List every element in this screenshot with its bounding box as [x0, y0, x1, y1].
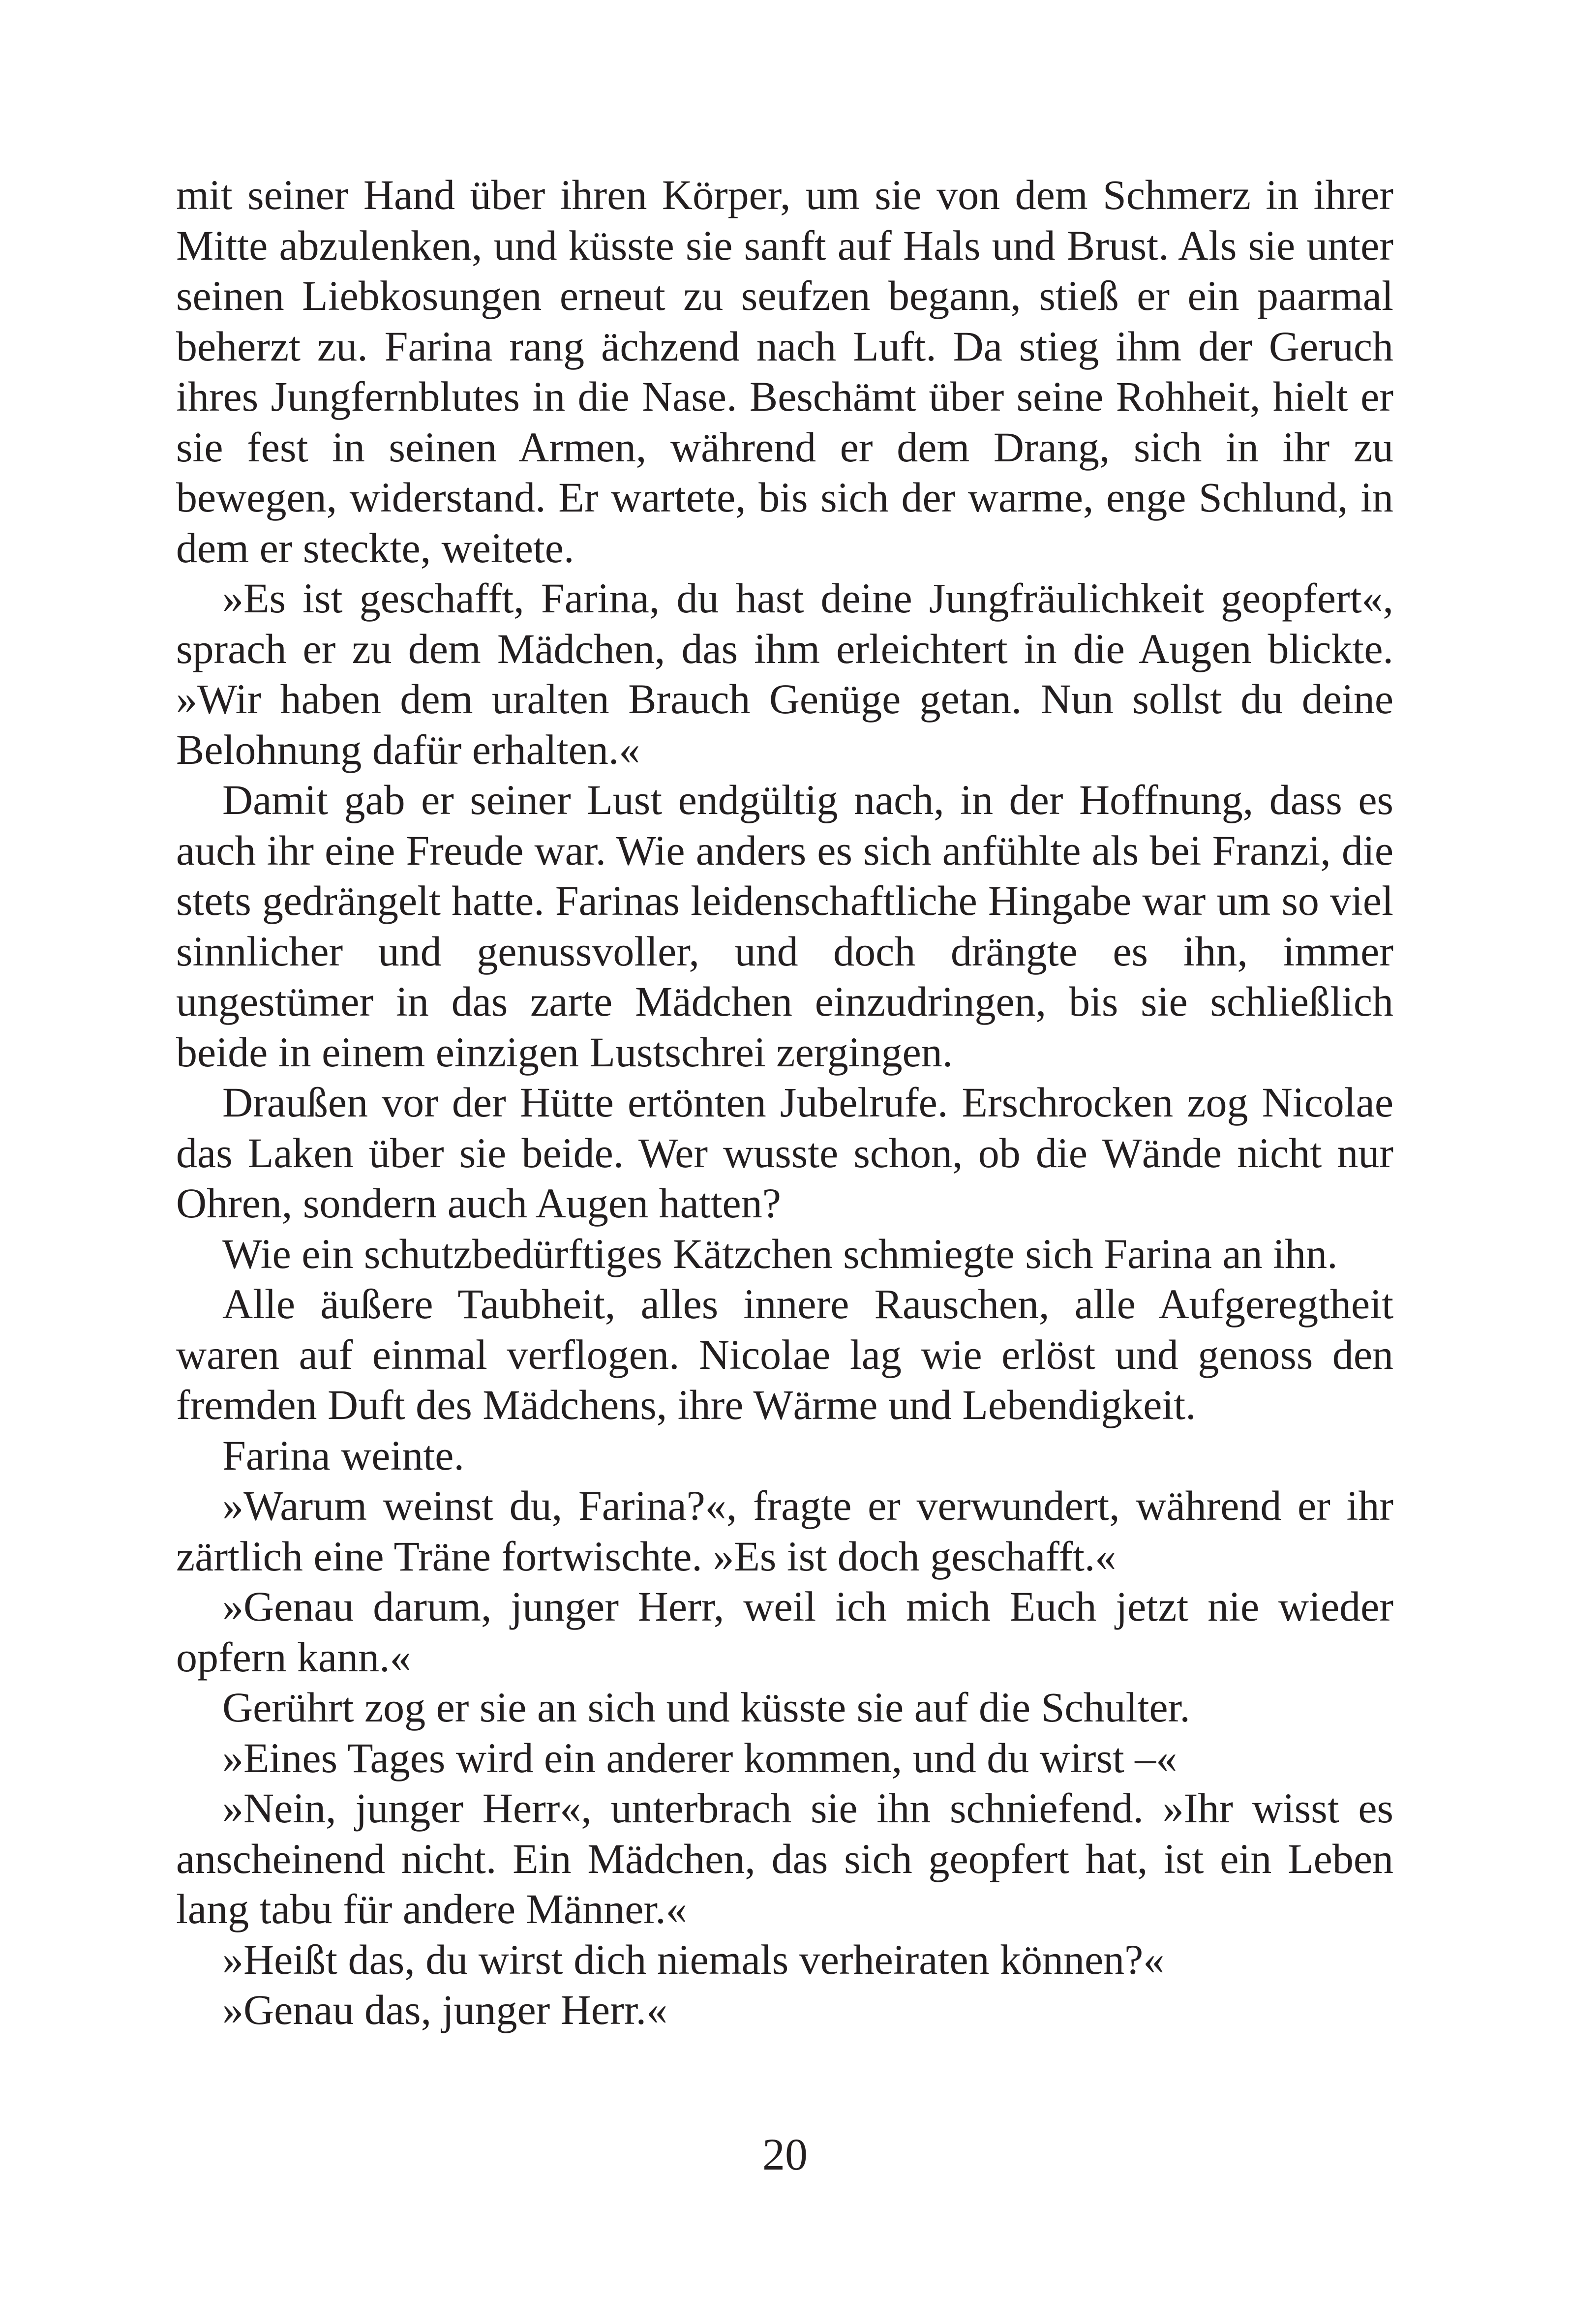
body-text	[176, 170, 1393, 2035]
paragraph-8: »Warum weinst du, Farina?«, fragte er verwundert, während er ihr zärtlich eine Träne fortwischte. »Es ist doch geschafft.«	[176, 1482, 1393, 1580]
paragraph-2: »Es ist geschafft, Farina, du hast deine Jungfräulichkeit geopfert«, sprach er zu dem Mädchen, das ihm erleichtert in die Augen blickte. »Wir haben dem uralten Brauch Genüge getan. Nun sollst du deine Belohnung dafür erhalten.«	[176, 574, 1393, 773]
paragraph-14: »Genau das, junger Herr.«	[222, 1986, 668, 2033]
page-number: 20	[762, 2129, 808, 2179]
paragraph-3: Damit gab er seiner Lust endgültig nach, in der Hoffnung, dass es auch ihr eine Freude war. Wie anders es sich anfühlte als bei Franzi, die stets gedrängelt hatte. Farinas leidenschaftliche Hingabe war um so viel sinnlicher und genussvoller, und doch drängte es ihn, immer ungestümer in das zarte Mädchen einzudringen, bis sie schließlich beide in einem einzigen Lustschrei zergingen.	[176, 776, 1393, 1076]
paragraph-9: »Genau darum, junger Herr, weil ich mich Euch jetzt nie wieder opfern kann.«	[176, 1583, 1393, 1681]
paragraph-1: mit seiner Hand über ihren Körper, um sie von dem Schmerz in ihrer Mitte abzulenken, und küsste sie sanft auf Hals und Brust. Als sie unter seinen Liebkosungen erneut zu seufzen begann, stieß er ein paarmal beherzt zu. Farina rang ächzend nach Luft. Da stieg ihm der Geruch ihres Jungfernblutes in die Nase. Beschämt über seine Rohheit, hielt er sie fest in seinen Armen, während er dem Drang, sich in ihr zu bewegen, widerstand. Er wartete, bis sich der warme, enge Schlund, in dem er steckte, weitete.	[176, 171, 1393, 572]
paragraph-6: Alle äußere Taubheit, alles innere Rauschen, alle Aufgeregtheit waren auf einmal verflogen. Nicolae lag wie erlöst und genoss den fremden Duft des Mädchens, ihre Wärme und Lebendigkeit.	[176, 1280, 1393, 1428]
paragraph-4: Draußen vor der Hütte ertönten Jubelrufe. Erschrocken zog Nicolae das Laken über sie beide. Wer wusste schon, ob die Wände nicht nur Ohren, sondern auch Augen hatten?	[176, 1079, 1393, 1227]
paragraph-5: Wie ein schutzbedürftiges Kätzchen schmiegte sich Farina an ihn.	[222, 1230, 1338, 1277]
paragraph-12: »Nein, junger Herr«, unterbrach sie ihn schniefend. »Ihr wisst es anscheinend nicht. Ein Mädchen, das sich geopfert hat, ist ein Leben lang tabu für andere Männer.«	[176, 1784, 1393, 1932]
paragraph-11: »Eines Tages wird ein anderer kommen, und du wirst –«	[222, 1734, 1178, 1781]
paragraph-10: Gerührt zog er sie an sich und küsste sie auf die Schulter.	[222, 1684, 1190, 1731]
paragraph-7: Farina weinte.	[222, 1431, 464, 1479]
paragraph-13: »Heißt das, du wirst dich niemals verheiraten können?«	[222, 1935, 1165, 1983]
